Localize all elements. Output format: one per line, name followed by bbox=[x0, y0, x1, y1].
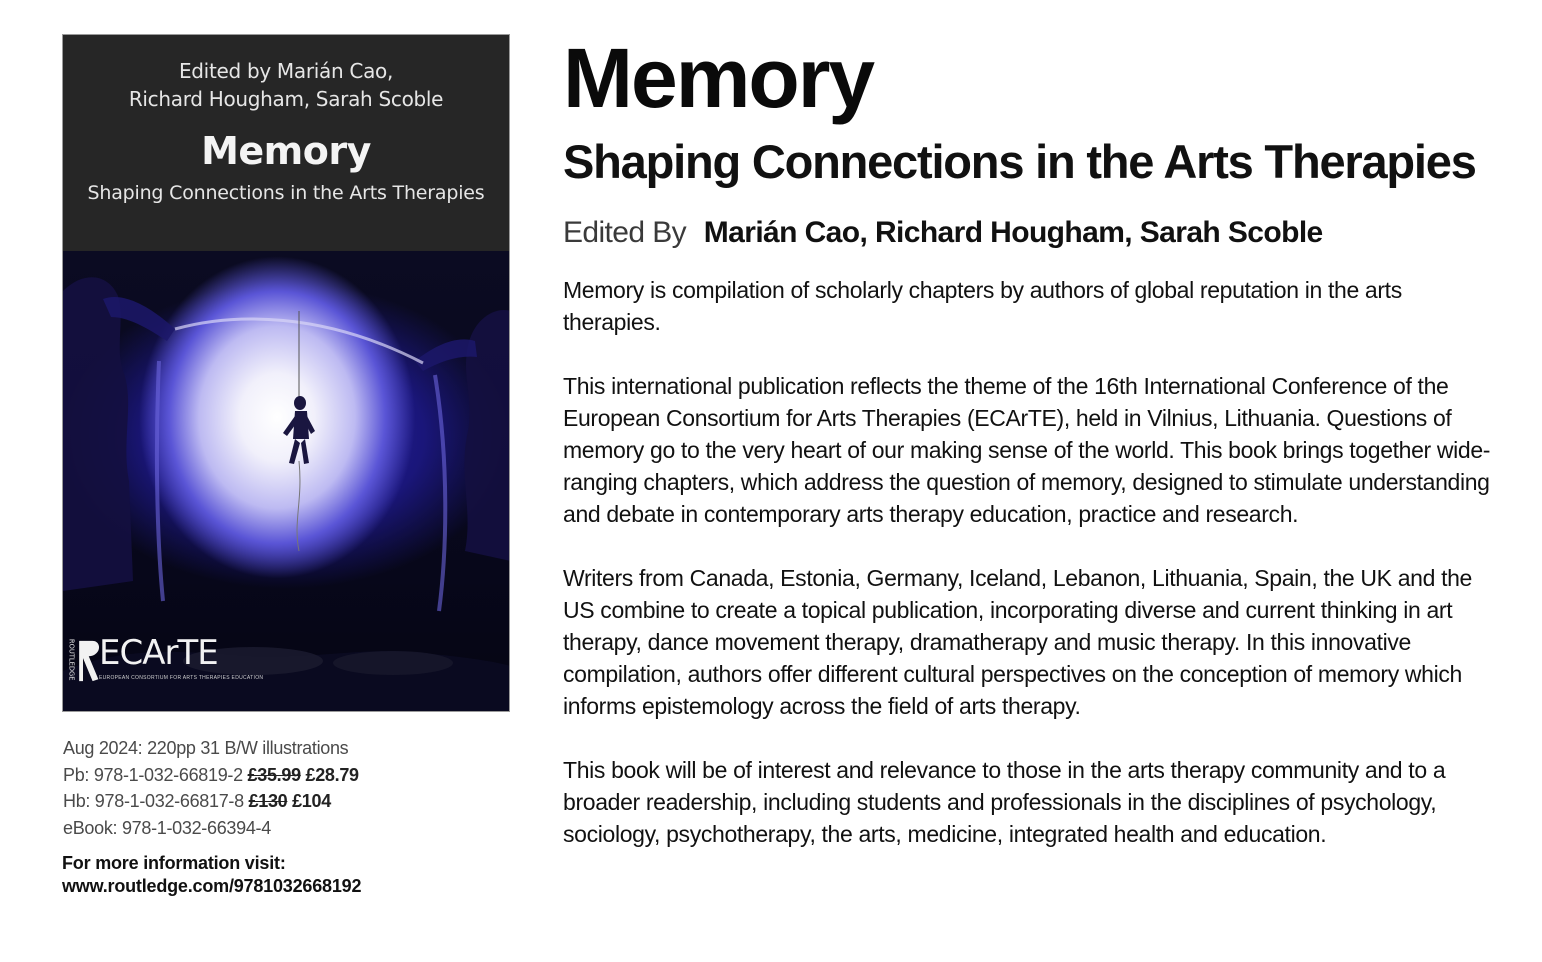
edited-by-label: Edited By bbox=[563, 216, 687, 249]
cover-editors-line-2: Richard Hougham, Sarah Scoble bbox=[128, 87, 444, 111]
description-paragraph-1: Memory is compilation of scholarly chapters by authors of global reputation in the arts therapies. bbox=[563, 277, 1402, 335]
cover-subtitle: Shaping Connections in the Arts Therapies bbox=[87, 182, 485, 204]
paperback-line bbox=[63, 762, 483, 789]
description-paragraph-3: Writers from Canada, Estonia, Germany, Iceland, Lebanon, Lithuania, Spain, the UK and the US combine to create a topical publication, incorporating diverse and current thinking in art therapy, dance movement therapy, dramatherapy and music therapy. In this innovative compilation, authors offer different cultural perspectives on the conception of memory which informs epistemology across the field of arts therapy. bbox=[563, 565, 1472, 719]
cover-editors-line-1: Edited by Marián Cao, bbox=[178, 59, 394, 83]
cover-title-band bbox=[63, 35, 509, 251]
hardback-new-price: £104 bbox=[292, 791, 331, 811]
more-info-label: For more information visit: bbox=[62, 853, 286, 873]
routledge-r-mark bbox=[79, 641, 99, 681]
description-paragraph-4: This book will be of interest and relevance to those in the arts therapy community and to a broader readership, including students and professionals in the disciplines of psychology, sociology, psychotherapy, the arts, medicine, integrated health and education. bbox=[563, 757, 1446, 847]
more-info-link[interactable]: www.routledge.com/9781032668192 bbox=[62, 876, 362, 896]
cover-photo bbox=[63, 251, 509, 712]
ecarte-logo: ECArTE bbox=[99, 633, 218, 673]
routledge-logo bbox=[63, 637, 103, 685]
editor-names: Marián Cao, Richard Hougham, Sarah Scoble bbox=[703, 216, 1323, 249]
paperback-old-price: £35.99 bbox=[247, 764, 301, 785]
routledge-logo-text: ROUTLEDGE bbox=[67, 638, 76, 681]
more-info bbox=[62, 852, 502, 898]
shadow-puppet-figure bbox=[283, 396, 315, 464]
book-cover bbox=[62, 34, 510, 712]
cover-title: Memory bbox=[201, 129, 371, 173]
ebook-isbn: eBook: 978-1-032-66394-4 bbox=[63, 817, 271, 838]
description-paragraph-2: This international publication reflects the theme of the 16th International Conference of the European Consortium for Arts Therapies (ECArTE), held in Vilnius, Lithuania. Questions of memory go to the very heart of our making sense of the world. This book brings together wide-ranging chapters, which address the question of memory, designed to stimulate understanding and debate in contemporary arts therapy education, practice and research. bbox=[563, 373, 1491, 527]
hardback-old-price: £130 bbox=[248, 791, 288, 811]
editors-line bbox=[563, 213, 1523, 253]
hardback-line bbox=[63, 788, 483, 815]
ecarte-logo-subtitle: EUROPEAN CONSORTIUM FOR ARTS THERAPIES EDUCATION bbox=[99, 675, 264, 681]
paperback-new-price: £28.79 bbox=[305, 764, 359, 785]
cover-editors bbox=[63, 57, 509, 113]
book-description bbox=[563, 274, 1493, 882]
publication-details: Aug 2024: 220pp 31 B/W illustrations bbox=[63, 738, 349, 758]
hardback-isbn: Hb: 978-1-032-66817-8 bbox=[63, 791, 244, 811]
book-title: Memory bbox=[563, 31, 874, 125]
paperback-isbn: Pb: 978-1-032-66819-2 bbox=[63, 764, 243, 785]
left-performer-silhouette bbox=[63, 277, 133, 591]
book-details bbox=[63, 735, 483, 841]
book-subtitle: Shaping Connections in the Arts Therapies bbox=[563, 135, 1476, 188]
